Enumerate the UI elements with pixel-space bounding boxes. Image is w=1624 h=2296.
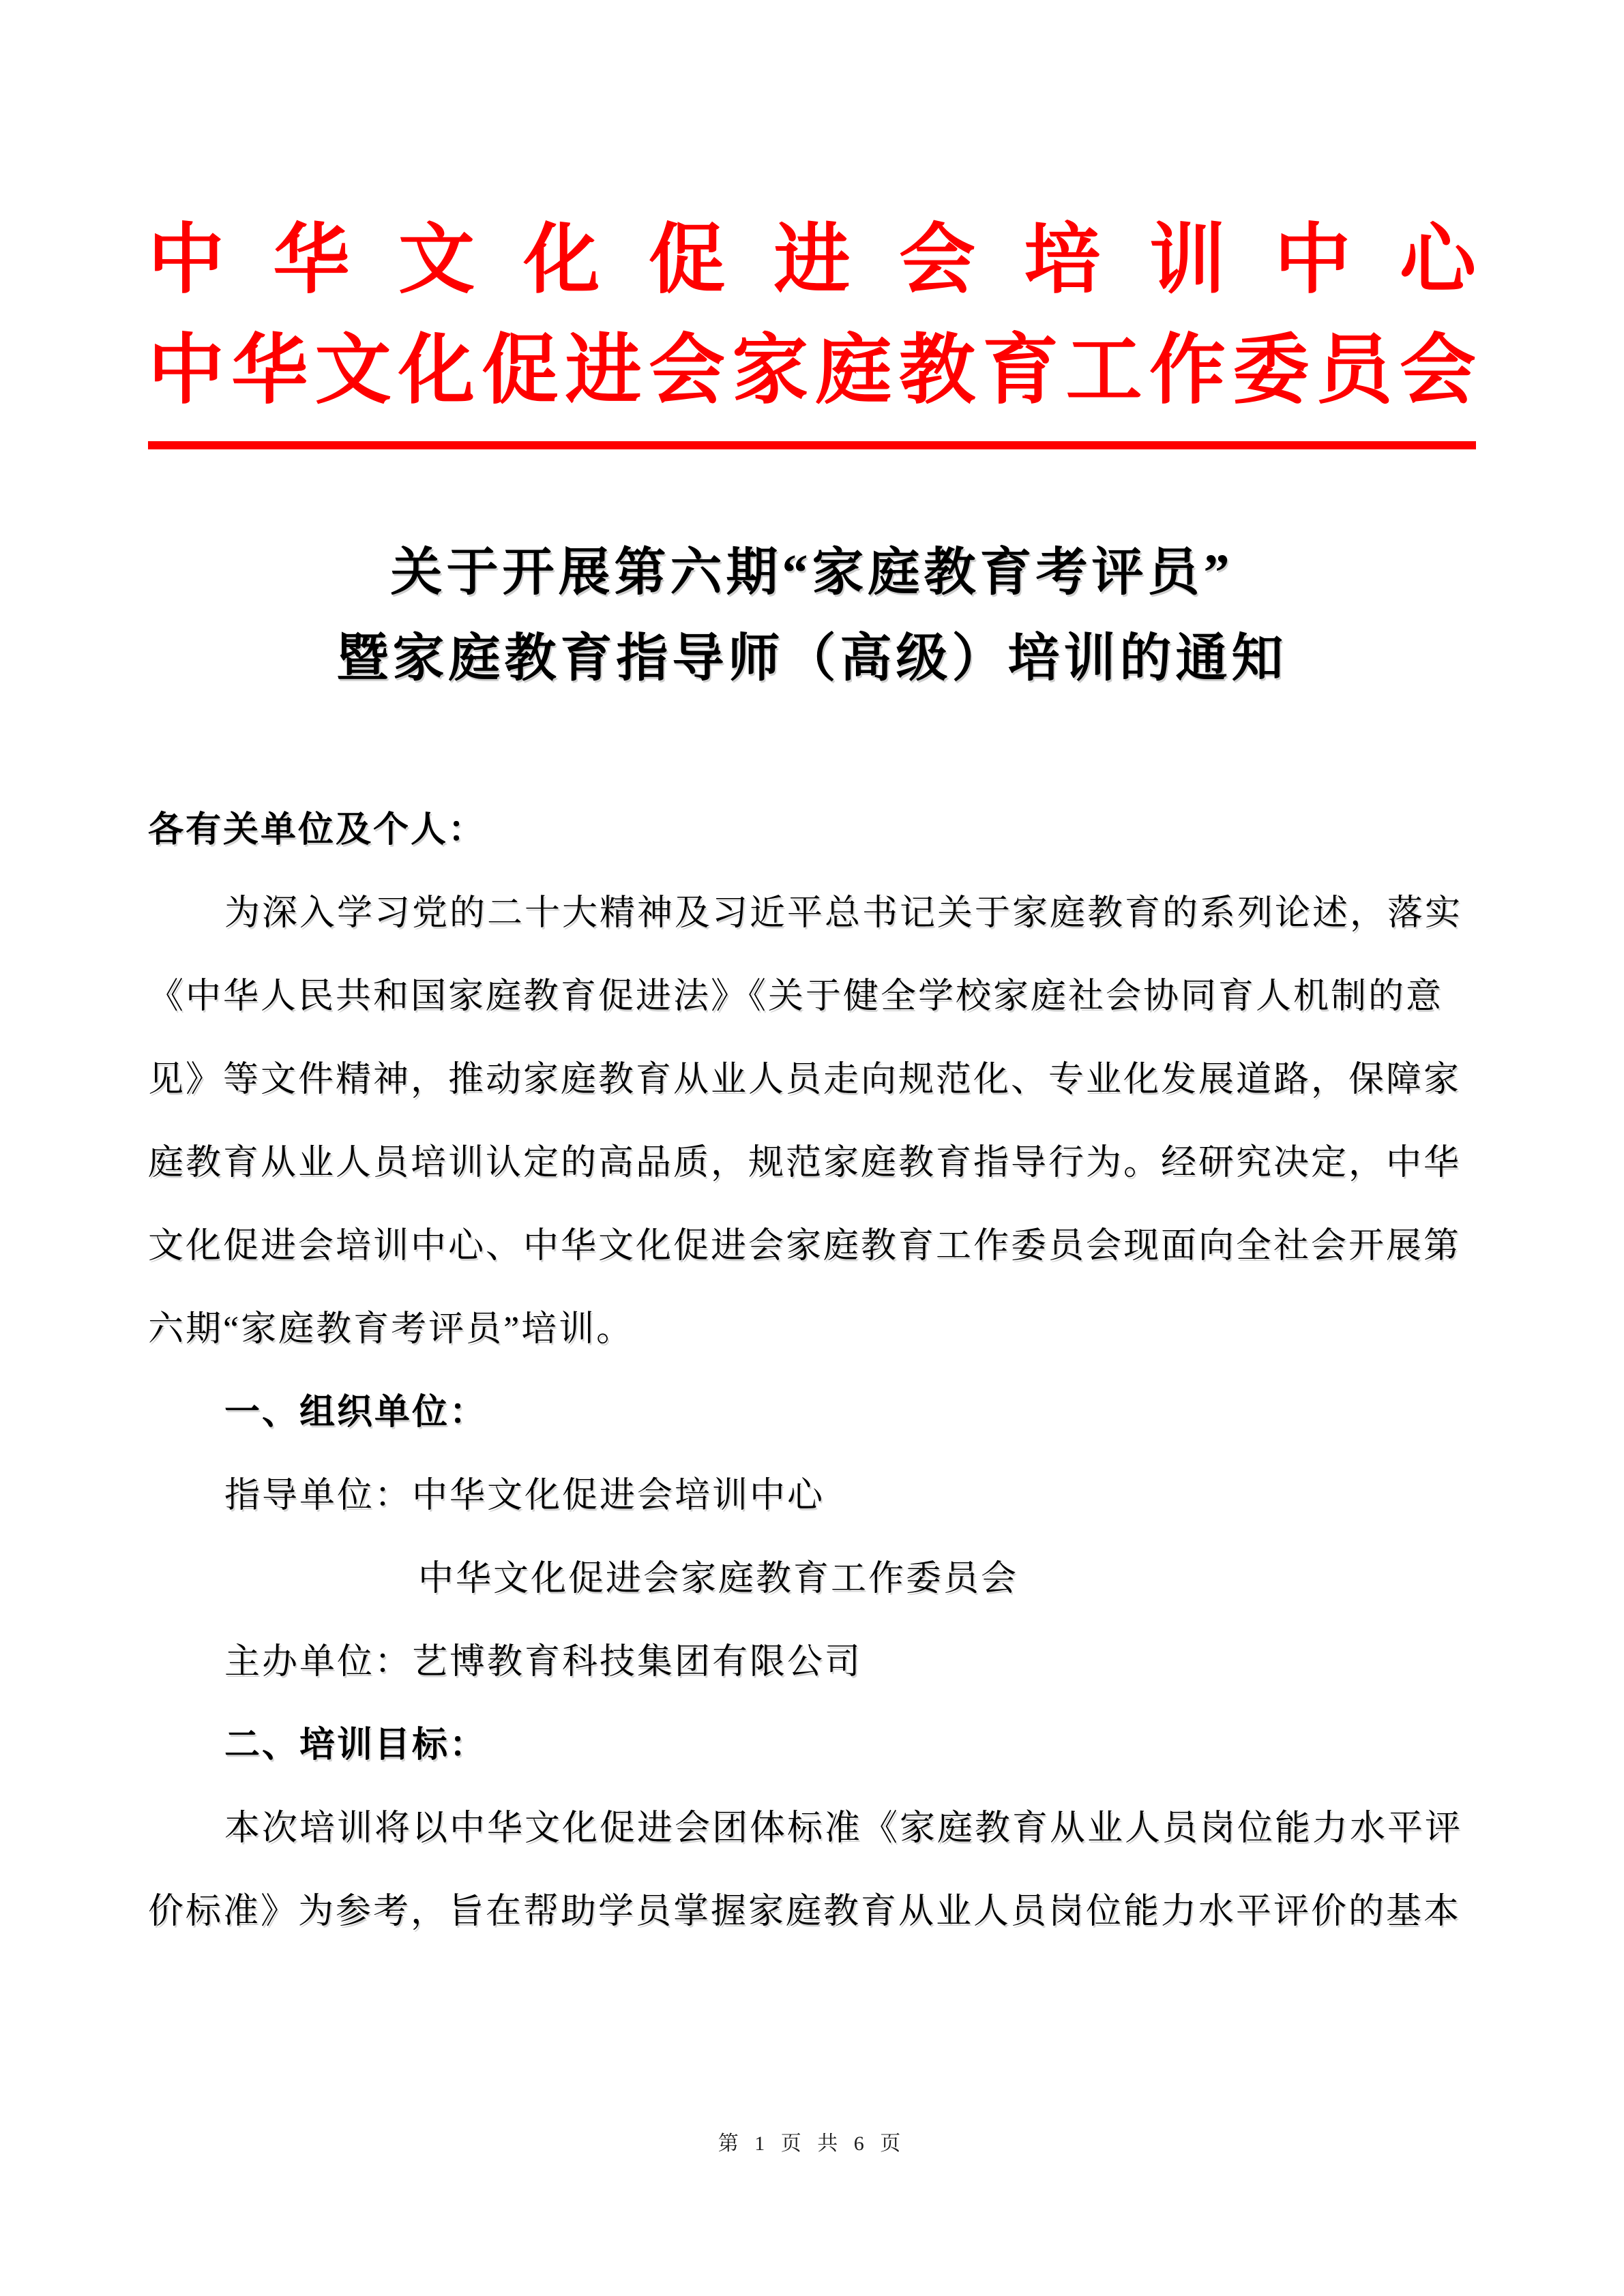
letterhead-char: 育: [982, 329, 1059, 413]
paragraph-2-line-2: 价标准》为参考，旨在帮助学员掌握家庭教育从业人员岗位能力水平评价的基本: [148, 1892, 1462, 1931]
paragraph-1-line-3: 见》等文件精神，推动家庭教育从业人员走向规范化、专业化发展道路，保障家: [148, 1060, 1462, 1099]
letterhead-char: 训: [1149, 218, 1226, 303]
letterhead-char: 员: [1316, 329, 1393, 413]
letterhead-char: 华: [231, 329, 308, 413]
salutation-line: 各有关单位及个人：: [148, 811, 486, 850]
letterhead-char: 作: [1149, 329, 1226, 413]
host-unit-line: 主办单位：艺博教育科技集团有限公司: [224, 1643, 863, 1682]
paragraph-1-line-4: 庭教育从业人员培训认定的高品质，规范家庭教育指导行为。经研究决定，中华: [148, 1144, 1462, 1182]
page-number: 第 1 页 共 6 页: [718, 2132, 906, 2155]
paragraph-1-line-2: 《中华人民共和国家庭教育促进法》《关于健全学校家庭社会协同育人机制的意: [148, 977, 1444, 1016]
section-2-heading: 二、培训目标：: [224, 1726, 488, 1765]
paragraph-1-line-6: 六期“家庭教育考评员”培训。: [148, 1310, 634, 1349]
guiding-unit-line: 指导单位：中华文化促进会培训中心: [224, 1476, 825, 1515]
paragraph-2-line-1: 本次培训将以中华文化促进会团体标准《家庭教育从业人员岗位能力水平评: [224, 1809, 1463, 1848]
paragraph-1-line-5: 文化促进会培训中心、中华文化促进会家庭教育工作委员会现面向全社会开展第: [148, 1227, 1462, 1266]
letterhead-char: 华: [273, 218, 350, 303]
letterhead-char: 文: [314, 329, 392, 413]
document-title-line-1: 关于开展第六期“家庭教育考评员”: [390, 544, 1234, 601]
letterhead-char: 促: [649, 218, 725, 303]
body-text: [148, 789, 1476, 1954]
letterhead-line-1: [148, 220, 1476, 301]
letterhead-char: 文: [398, 218, 475, 303]
letterhead-line-2: [148, 330, 1476, 412]
letterhead-char: 中: [148, 218, 224, 303]
letterhead-char: 促: [482, 329, 559, 413]
letterhead-char: 委: [1232, 329, 1310, 413]
letterhead-char: 会: [648, 329, 725, 413]
letterhead-char: 中: [148, 329, 224, 413]
letterhead-char: 化: [398, 329, 475, 413]
letterhead-char: 教: [898, 329, 975, 413]
letterhead-char: 会: [1399, 329, 1476, 413]
letterhead-char: 进: [773, 218, 851, 303]
letterhead-red-rule: [148, 441, 1476, 449]
letterhead-char: 家: [732, 329, 809, 413]
section-1-heading: 一、组织单位：: [224, 1393, 488, 1432]
guiding-unit-line-2: 中华文化促进会家庭教育工作委员会: [418, 1560, 1019, 1598]
letterhead-char: 培: [1024, 218, 1101, 303]
letterhead-char: 会: [899, 218, 975, 303]
letterhead-char: 庭: [815, 329, 892, 413]
letterhead-char: 心: [1400, 218, 1476, 303]
letterhead-char: 工: [1065, 329, 1142, 413]
letterhead-char: 进: [565, 329, 642, 413]
letterhead-char: 中: [1274, 218, 1351, 303]
document-title-line-2: 暨家庭教育指导师（高级）培训的通知: [336, 630, 1288, 687]
letterhead-char: 化: [523, 218, 600, 303]
paragraph-1-line-1: 为深入学习党的二十大精神及习近平总书记关于家庭教育的系列论述，落实: [224, 894, 1463, 933]
